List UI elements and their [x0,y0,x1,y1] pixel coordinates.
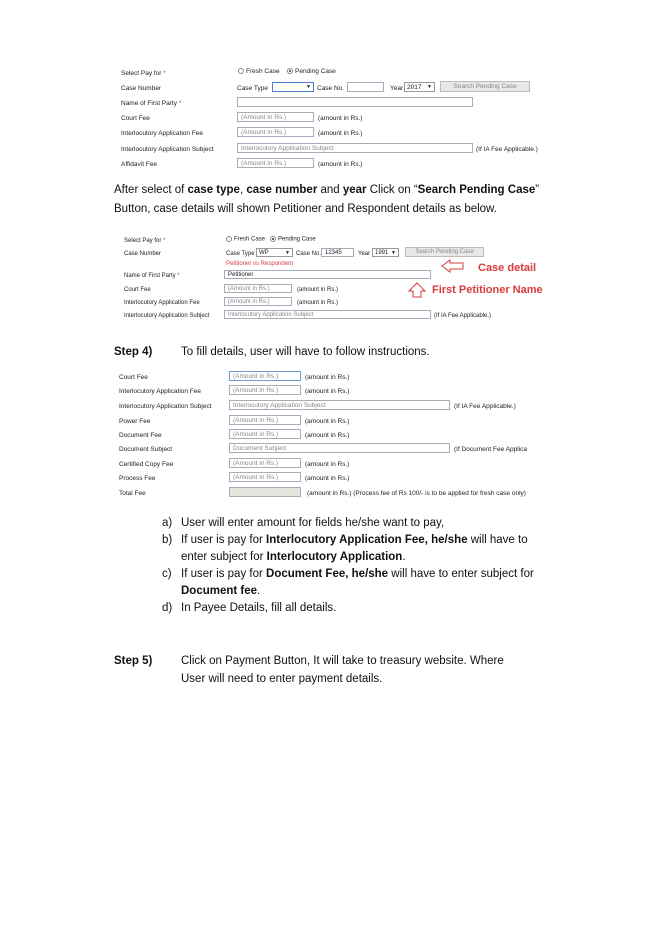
case-no-label: Case No. [317,85,345,92]
court-fee-label: Court Fee [121,115,150,122]
affidavit-fee-input[interactable]: (Amount in Rs.) [237,158,314,168]
total-fee-hint: (amount in Rs.) (Process fee of Rs 100/- is to be applied for fresh case only) [307,490,526,497]
document-fee-input[interactable]: (Amount in Rs.) [229,429,301,439]
radio-fresh-case[interactable]: Fresh Case [226,236,265,243]
radio-icon [238,68,244,74]
document-subject-label: Document Subject [119,446,173,453]
ia-subject-label: Interlocutory Application Subject [119,403,212,410]
radio-fresh-case[interactable]: Fresh Case [238,68,280,75]
ia-fee-input[interactable]: (Amount in Rs.) [229,385,301,395]
left-arrow-icon [440,259,466,275]
case-number-label: Case Number [121,85,162,92]
annotation-first-petitioner-name: First Petitioner Name [432,284,543,296]
search-pending-case-button[interactable]: Search Pending Case [440,81,530,92]
court-fee-input[interactable]: (Amount in Rs.) [237,112,314,122]
certified-copy-fee-input[interactable]: (Amount in Rs.) [229,458,301,468]
case-number-label: Case Number [124,251,162,257]
ia-fee-label: Interlocutory Application Fee [119,388,202,395]
power-fee-label: Power Fee [119,418,151,425]
select-pay-label: Select Pay for * [121,70,166,77]
parties-text: Petitioner vs Respondent [226,261,294,267]
list-item-d: In Payee Details, fill all details. [181,602,337,614]
amount-hint: (amount in Rs.) [305,475,350,482]
process-fee-input[interactable]: (Amount in Rs.) [229,472,301,482]
power-fee-input[interactable]: (Amount in Rs.) [229,415,301,425]
step-4-label: Step 4) [114,346,153,358]
instruction-paragraph-line-1: After select of case type, case number and year Click on “Search Pending Case” [114,184,540,196]
ia-subject-label: Interlocutory Application Subject [121,146,214,153]
radio-pending-case[interactable]: Pending Case [270,236,316,243]
radio-selected-icon [270,236,276,242]
first-party-label: Name of First Party * [124,273,180,279]
first-party-input[interactable]: Petitioner [224,270,431,279]
amount-hint: (amount in Rs.) [318,115,363,122]
document-fee-label: Document Fee [119,432,162,439]
amount-hint: (amount in Rs.) [305,432,350,439]
ia-fee-input[interactable]: (Amount in Rs.) [224,297,292,306]
court-fee-input[interactable]: (Amount in Rs.) [229,371,301,381]
ia-subject-input[interactable]: Interlocutory Application Subject [237,143,473,153]
court-fee-input[interactable]: (Amount in Rs.) [224,284,292,293]
ia-fee-label: Interlocutory Application Fee [121,130,204,137]
year-select[interactable]: 2017 ▼ [404,82,435,92]
total-fee-input [229,487,301,497]
affidavit-fee-label: Affidavit Fee [121,161,158,168]
ia-subject-input[interactable]: Interlocutory Application Subject [224,310,431,319]
list-item-a: User will enter amount for fields he/she want to pay, [181,517,445,529]
case-type-label: Case Type [226,251,255,257]
list-marker-b: b) [162,534,173,546]
ia-subject-hint: (If IA Fee Applicable.) [476,146,538,153]
dropdown-arrow-icon: ▼ [427,84,432,90]
court-fee-label: Court Fee [119,374,148,381]
total-fee-label: Total Fee [119,490,146,497]
amount-hint: (amount in Rs.) [305,461,350,468]
radio-pending-case[interactable]: Pending Case [287,68,336,75]
court-fee-label: Court Fee [124,287,151,293]
dropdown-arrow-icon: ▼ [306,84,311,90]
amount-hint: (amount in Rs.) [305,388,350,395]
amount-hint: (amount in Rs.) [305,374,350,381]
annotation-case-detail: Case detail [478,262,537,274]
instruction-paragraph-line-2: Button, case details will shown Petitioner and Respondent details as below. [114,203,497,215]
document-subject-input[interactable]: Document Subject [229,443,450,453]
case-no-input[interactable]: 12345 [321,248,354,257]
ia-subject-hint: (If IA Fee Applicable.) [454,403,516,410]
list-item-c-line-1: If user is pay for Document Fee, he/she will have to enter subject for [181,568,534,580]
dropdown-arrow-icon: ▼ [285,250,290,256]
document-subject-hint: (If Document Fee Applica [454,446,527,453]
amount-hint: (amount in Rs.) [318,161,363,168]
ia-subject-hint: (If IA Fee Applicable.) [434,313,492,319]
list-marker-c: c) [162,568,172,580]
list-item-b-line-2: enter subject for Interlocutory Application. [181,551,406,563]
up-arrow-icon [407,282,427,298]
list-marker-a: a) [162,517,173,529]
case-type-select[interactable] [272,82,314,92]
list-marker-d: d) [162,602,173,614]
amount-hint: (amount in Rs.) [318,130,363,137]
first-party-label: Name of First Party * [121,100,182,107]
case-no-input[interactable] [347,82,384,92]
step-5-line-1: Click on Payment Button, It will take to treasury website. Where [181,655,504,667]
amount-hint: (amount in Rs.) [305,418,350,425]
step-5-label: Step 5) [114,655,153,667]
first-party-input[interactable] [237,97,473,107]
radio-icon [226,236,232,242]
ia-subject-input[interactable]: Interlocutory Application Subject [229,400,450,410]
dropdown-arrow-icon: ▼ [391,250,396,256]
search-pending-case-button[interactable]: Search Pending Case [405,247,484,257]
list-item-c-line-2: Document fee. [181,585,261,597]
year-label: Year [358,251,371,257]
step-5-line-2: User will need to enter payment details. [181,673,383,685]
process-fee-label: Process Fee [119,475,156,482]
amount-hint: (amount in Rs.) [297,300,339,306]
certified-copy-fee-label: Certified Copy Fee [119,461,174,468]
ia-fee-input[interactable]: (Amount in Rs.) [237,127,314,137]
select-pay-label: Select Pay for * [124,238,166,244]
case-no-label: Case No. [296,251,322,257]
amount-hint: (amount in Rs.) [297,287,339,293]
radio-selected-icon [287,68,293,74]
step-4-text: To fill details, user will have to follow instructions. [181,346,430,358]
ia-subject-label: Interlocutory Application Subject [124,313,210,319]
ia-fee-label: Interlocutory Application Fee [124,300,200,306]
year-label: Year [390,85,404,92]
year-select[interactable]: 1991 ▼ [372,248,399,257]
case-type-label: Case Type [237,85,268,92]
case-type-select[interactable]: WP ▼ [256,248,293,257]
list-item-b-line-1: If user is pay for Interlocutory Application Fee, he/she will have to [181,534,528,546]
